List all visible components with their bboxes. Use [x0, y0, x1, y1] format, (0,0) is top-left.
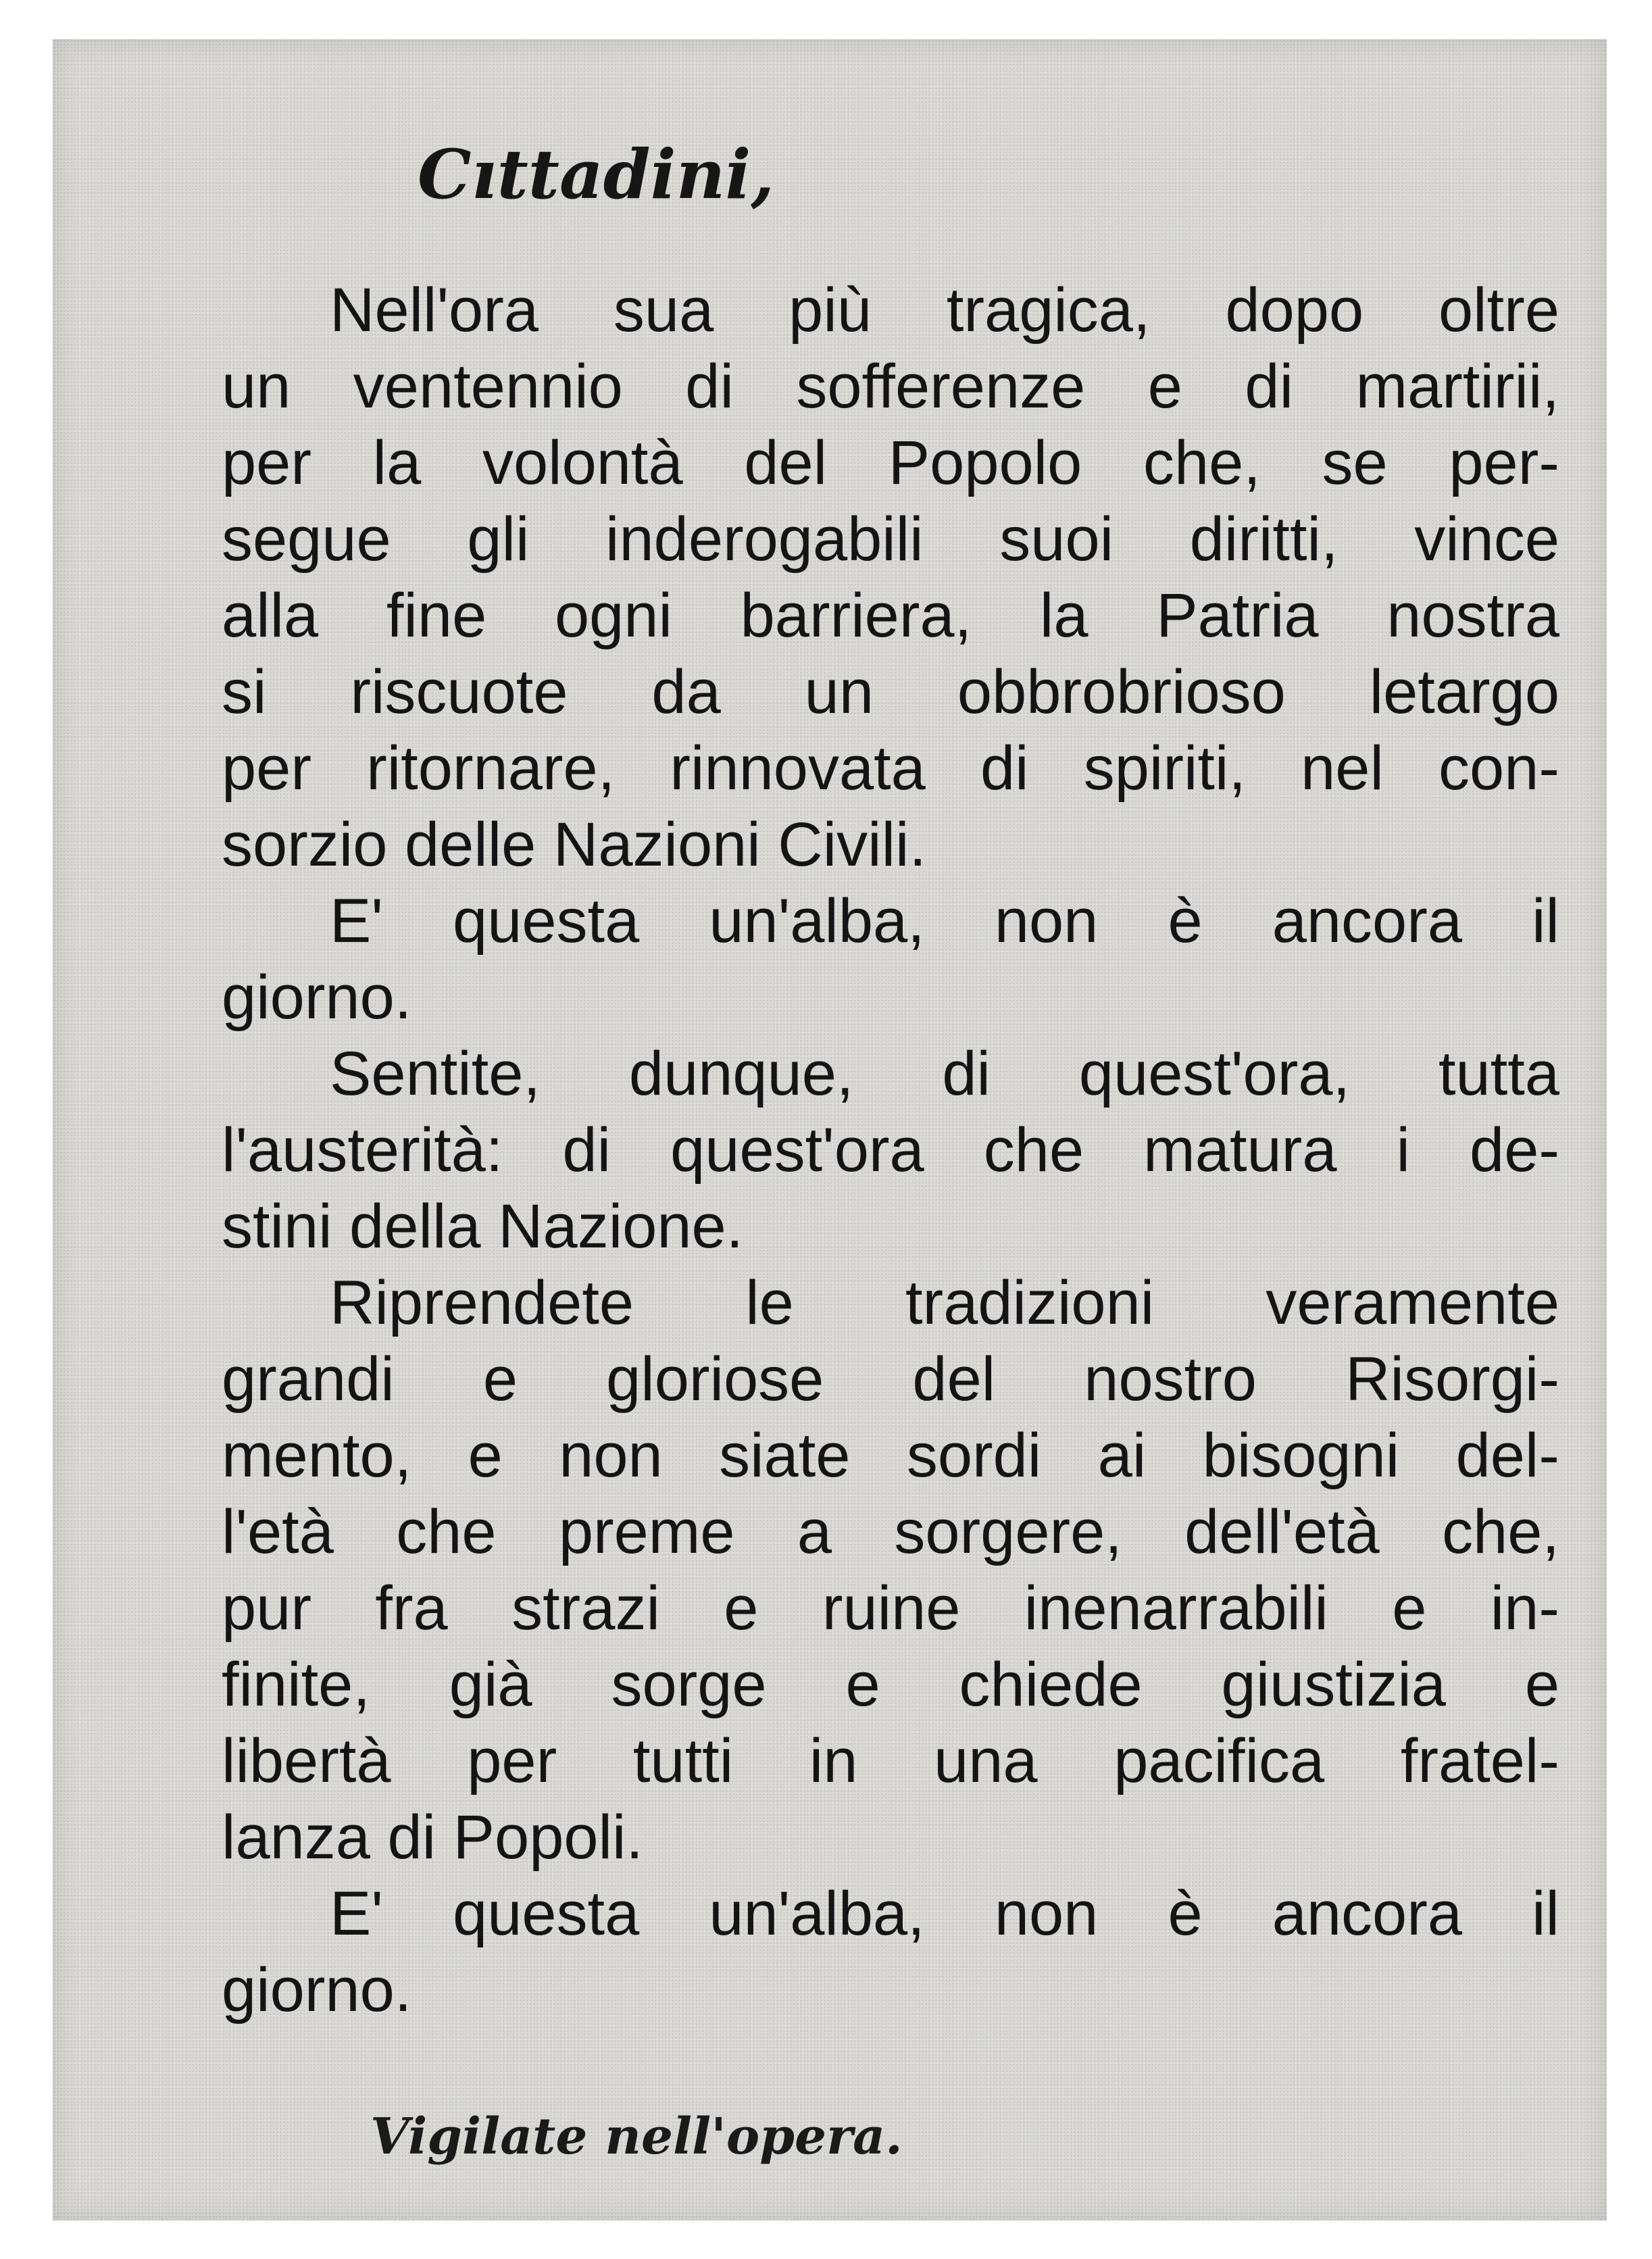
text-line: si riscuote da un obbrobrioso letargo [222, 657, 1559, 726]
text-line: mento, e non siate sordi ai bisogni del- [222, 1421, 1559, 1490]
text-line: stini della Nazione. [222, 1192, 744, 1261]
closing-line: Vigilate nell'opera. [370, 2108, 903, 2166]
text-line: Nell'ora sua più tragica, dopo oltre [330, 276, 1559, 345]
document-body [222, 272, 1559, 2029]
document-sheet [53, 39, 1607, 2220]
document-title: Cıttadini, [418, 134, 775, 214]
text-line: un ventennio di sofferenze e di martirii, [222, 352, 1559, 421]
text-line: l'austerità: di quest'ora che matura i de- [222, 1116, 1559, 1185]
text-line: E' questa un'alba, non è ancora il [330, 887, 1559, 955]
text-line: finite, già sorge e chiede giustizia e [222, 1650, 1559, 1719]
text-line: lanza di Popoli. [222, 1803, 643, 1872]
text-line: sorzio delle Nazioni Civili. [222, 810, 927, 879]
paragraph-4 [222, 1265, 1559, 1876]
text-line: per ritornare, rinnovata di spiriti, nel con- [222, 734, 1559, 803]
text-line: Sentite, dunque, di quest'ora, tutta [330, 1039, 1559, 1108]
text-line: grandi e gloriose del nostro Risorgi- [222, 1345, 1559, 1414]
text-line: giorno. [222, 963, 412, 1032]
paragraph-3 [222, 1036, 1559, 1265]
paragraph-1 [222, 272, 1559, 883]
text-line: segue gli inderogabili suoi diritti, vince [222, 505, 1559, 574]
text-line: l'età che preme a sorgere, dell'età che, [222, 1497, 1559, 1566]
paragraph-5 [222, 1876, 1559, 2029]
text-line: per la volontà del Popolo che, se per- [222, 428, 1559, 497]
text-line: pur fra strazi e ruine inenarrabili e in- [222, 1574, 1559, 1643]
text-line: alla fine ogni barriera, la Patria nostra [222, 581, 1559, 650]
paragraph-2 [222, 883, 1559, 1036]
text-line: giorno. [222, 1956, 412, 2025]
text-line: Riprendete le tradizioni veramente [330, 1268, 1559, 1337]
text-line: libertà per tutti in una pacifica fratel- [222, 1727, 1559, 1795]
text-line: E' questa un'alba, non è ancora il [330, 1879, 1559, 1948]
